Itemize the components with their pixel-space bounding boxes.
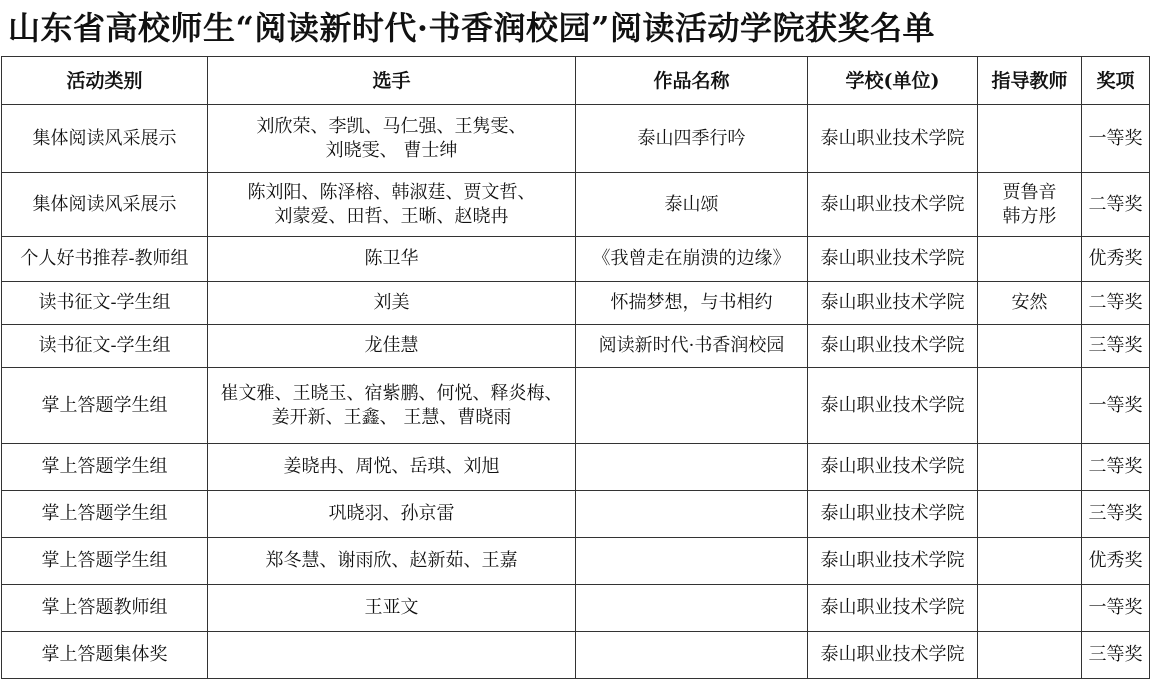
cell-teacher: [978, 105, 1082, 173]
cell-school: 泰山职业技术学院: [808, 444, 978, 491]
cell-work: [576, 585, 808, 632]
cell-teacher: [978, 632, 1082, 679]
cell-category: 掌上答题学生组: [2, 491, 208, 538]
table-body: [2, 105, 1150, 679]
cell-players-line: 陈刘阳、陈泽榕、韩淑莛、贾文哲、: [247, 181, 536, 203]
cell-school: 泰山职业技术学院: [808, 105, 978, 173]
cell-school: 泰山职业技术学院: [808, 491, 978, 538]
cell-players-line: 王亚文: [364, 597, 419, 618]
table-row: [2, 237, 1150, 282]
cell-award: 二等奖: [1082, 282, 1150, 325]
cell-award: 二等奖: [1082, 173, 1150, 237]
cell-award: 一等奖: [1082, 105, 1150, 173]
cell-players: [208, 444, 576, 491]
cell-work: 阅读新时代·书香润校园: [576, 325, 808, 368]
header-category: 活动类别: [2, 57, 208, 105]
cell-award: 一等奖: [1082, 368, 1150, 444]
cell-players: [208, 585, 576, 632]
cell-category: 掌上答题集体奖: [2, 632, 208, 679]
table-row: [2, 325, 1150, 368]
cell-players: [208, 282, 576, 325]
cell-award: 三等奖: [1082, 491, 1150, 538]
cell-players-line: 龙佳慧: [364, 335, 419, 356]
cell-players: [208, 237, 576, 282]
page-title: 山东省高校师生“阅读新时代·书香润校园”阅读活动学院获奖名单: [8, 9, 935, 47]
cell-work: [576, 538, 808, 585]
table-row: [2, 368, 1150, 444]
cell-teacher: [978, 538, 1082, 585]
cell-players: [208, 368, 576, 444]
table-row: [2, 585, 1150, 632]
cell-school: 泰山职业技术学院: [808, 632, 978, 679]
cell-school: 泰山职业技术学院: [808, 538, 978, 585]
table-row: [2, 444, 1150, 491]
cell-work: [576, 444, 808, 491]
cell-category: 集体阅读风采展示: [2, 173, 208, 237]
cell-work: 怀揣梦想，与书相约: [576, 282, 808, 325]
cell-category: 个人好书推荐-教师组: [2, 237, 208, 282]
cell-teacher: [978, 368, 1082, 444]
cell-players: [208, 325, 576, 368]
table-row: [2, 105, 1150, 173]
cell-school: 泰山职业技术学院: [808, 282, 978, 325]
cell-work: [576, 632, 808, 679]
cell-teacher-line: 安然: [1011, 292, 1048, 313]
awards-table: [1, 56, 1150, 679]
cell-players: [208, 632, 576, 679]
cell-players-line: 刘蒙爱、田哲、王晰、赵晓冉: [274, 205, 509, 227]
cell-category: 掌上答题教师组: [2, 585, 208, 632]
header-players: 选手: [208, 57, 576, 105]
cell-teacher: [978, 173, 1082, 237]
cell-players-line: 郑冬慧、谢雨欣、赵新茹、王嘉: [265, 550, 518, 571]
cell-players: [208, 173, 576, 237]
cell-players-line: 崔文雅、王晓玉、宿紫鹏、何悦、释炎梅、: [220, 382, 563, 404]
header-work: 作品名称: [576, 57, 808, 105]
cell-work: 泰山四季行吟: [576, 105, 808, 173]
cell-players: [208, 491, 576, 538]
cell-teacher: [978, 491, 1082, 538]
cell-award: 优秀奖: [1082, 237, 1150, 282]
cell-award: 三等奖: [1082, 325, 1150, 368]
cell-teacher: [978, 585, 1082, 632]
cell-award: 一等奖: [1082, 585, 1150, 632]
table-row: [2, 282, 1150, 325]
cell-work: [576, 491, 808, 538]
cell-players: [208, 538, 576, 585]
header-teacher: 指导教师: [978, 57, 1082, 105]
header-row: [2, 57, 1150, 105]
table-row: [2, 538, 1150, 585]
cell-players-line: 刘欣荣、李凯、马仁强、王隽雯、: [256, 115, 527, 137]
cell-players-line: 刘晓雯、 曹士绅: [325, 139, 458, 161]
cell-award: 二等奖: [1082, 444, 1150, 491]
cell-category: 读书征文-学生组: [2, 282, 208, 325]
cell-category: 集体阅读风采展示: [2, 105, 208, 173]
cell-teacher-line: 贾鲁音: [1002, 181, 1057, 203]
cell-award: 三等奖: [1082, 632, 1150, 679]
cell-teacher: [978, 237, 1082, 282]
cell-teacher-line: 韩方彤: [1002, 205, 1057, 227]
cell-work: 泰山颂: [576, 173, 808, 237]
table-row: [2, 173, 1150, 237]
cell-school: 泰山职业技术学院: [808, 585, 978, 632]
header-award: 奖项: [1082, 57, 1150, 105]
cell-players-line: 姜晓冉、周悦、岳琪、刘旭: [283, 456, 500, 477]
cell-players: [208, 105, 576, 173]
cell-teacher: [978, 282, 1082, 325]
cell-work: [576, 368, 808, 444]
cell-school: 泰山职业技术学院: [808, 237, 978, 282]
cell-category: 掌上答题学生组: [2, 538, 208, 585]
cell-teacher: [978, 444, 1082, 491]
cell-category: 读书征文-学生组: [2, 325, 208, 368]
table-row: [2, 632, 1150, 679]
cell-players-line: 刘美: [373, 292, 410, 313]
table-row: [2, 491, 1150, 538]
cell-work: 《我曾走在崩溃的边缘》: [576, 237, 808, 282]
cell-players-line: 姜开新、王鑫、 王慧、曹晓雨: [271, 406, 512, 428]
cell-players-line: 巩晓羽、孙京雷: [328, 503, 455, 524]
cell-award: 优秀奖: [1082, 538, 1150, 585]
cell-category: 掌上答题学生组: [2, 444, 208, 491]
cell-school: 泰山职业技术学院: [808, 325, 978, 368]
cell-category: 掌上答题学生组: [2, 368, 208, 444]
cell-teacher: [978, 325, 1082, 368]
cell-players-line: 陈卫华: [364, 248, 419, 269]
cell-school: 泰山职业技术学院: [808, 173, 978, 237]
header-school: 学校(单位): [808, 57, 978, 105]
cell-school: 泰山职业技术学院: [808, 368, 978, 444]
